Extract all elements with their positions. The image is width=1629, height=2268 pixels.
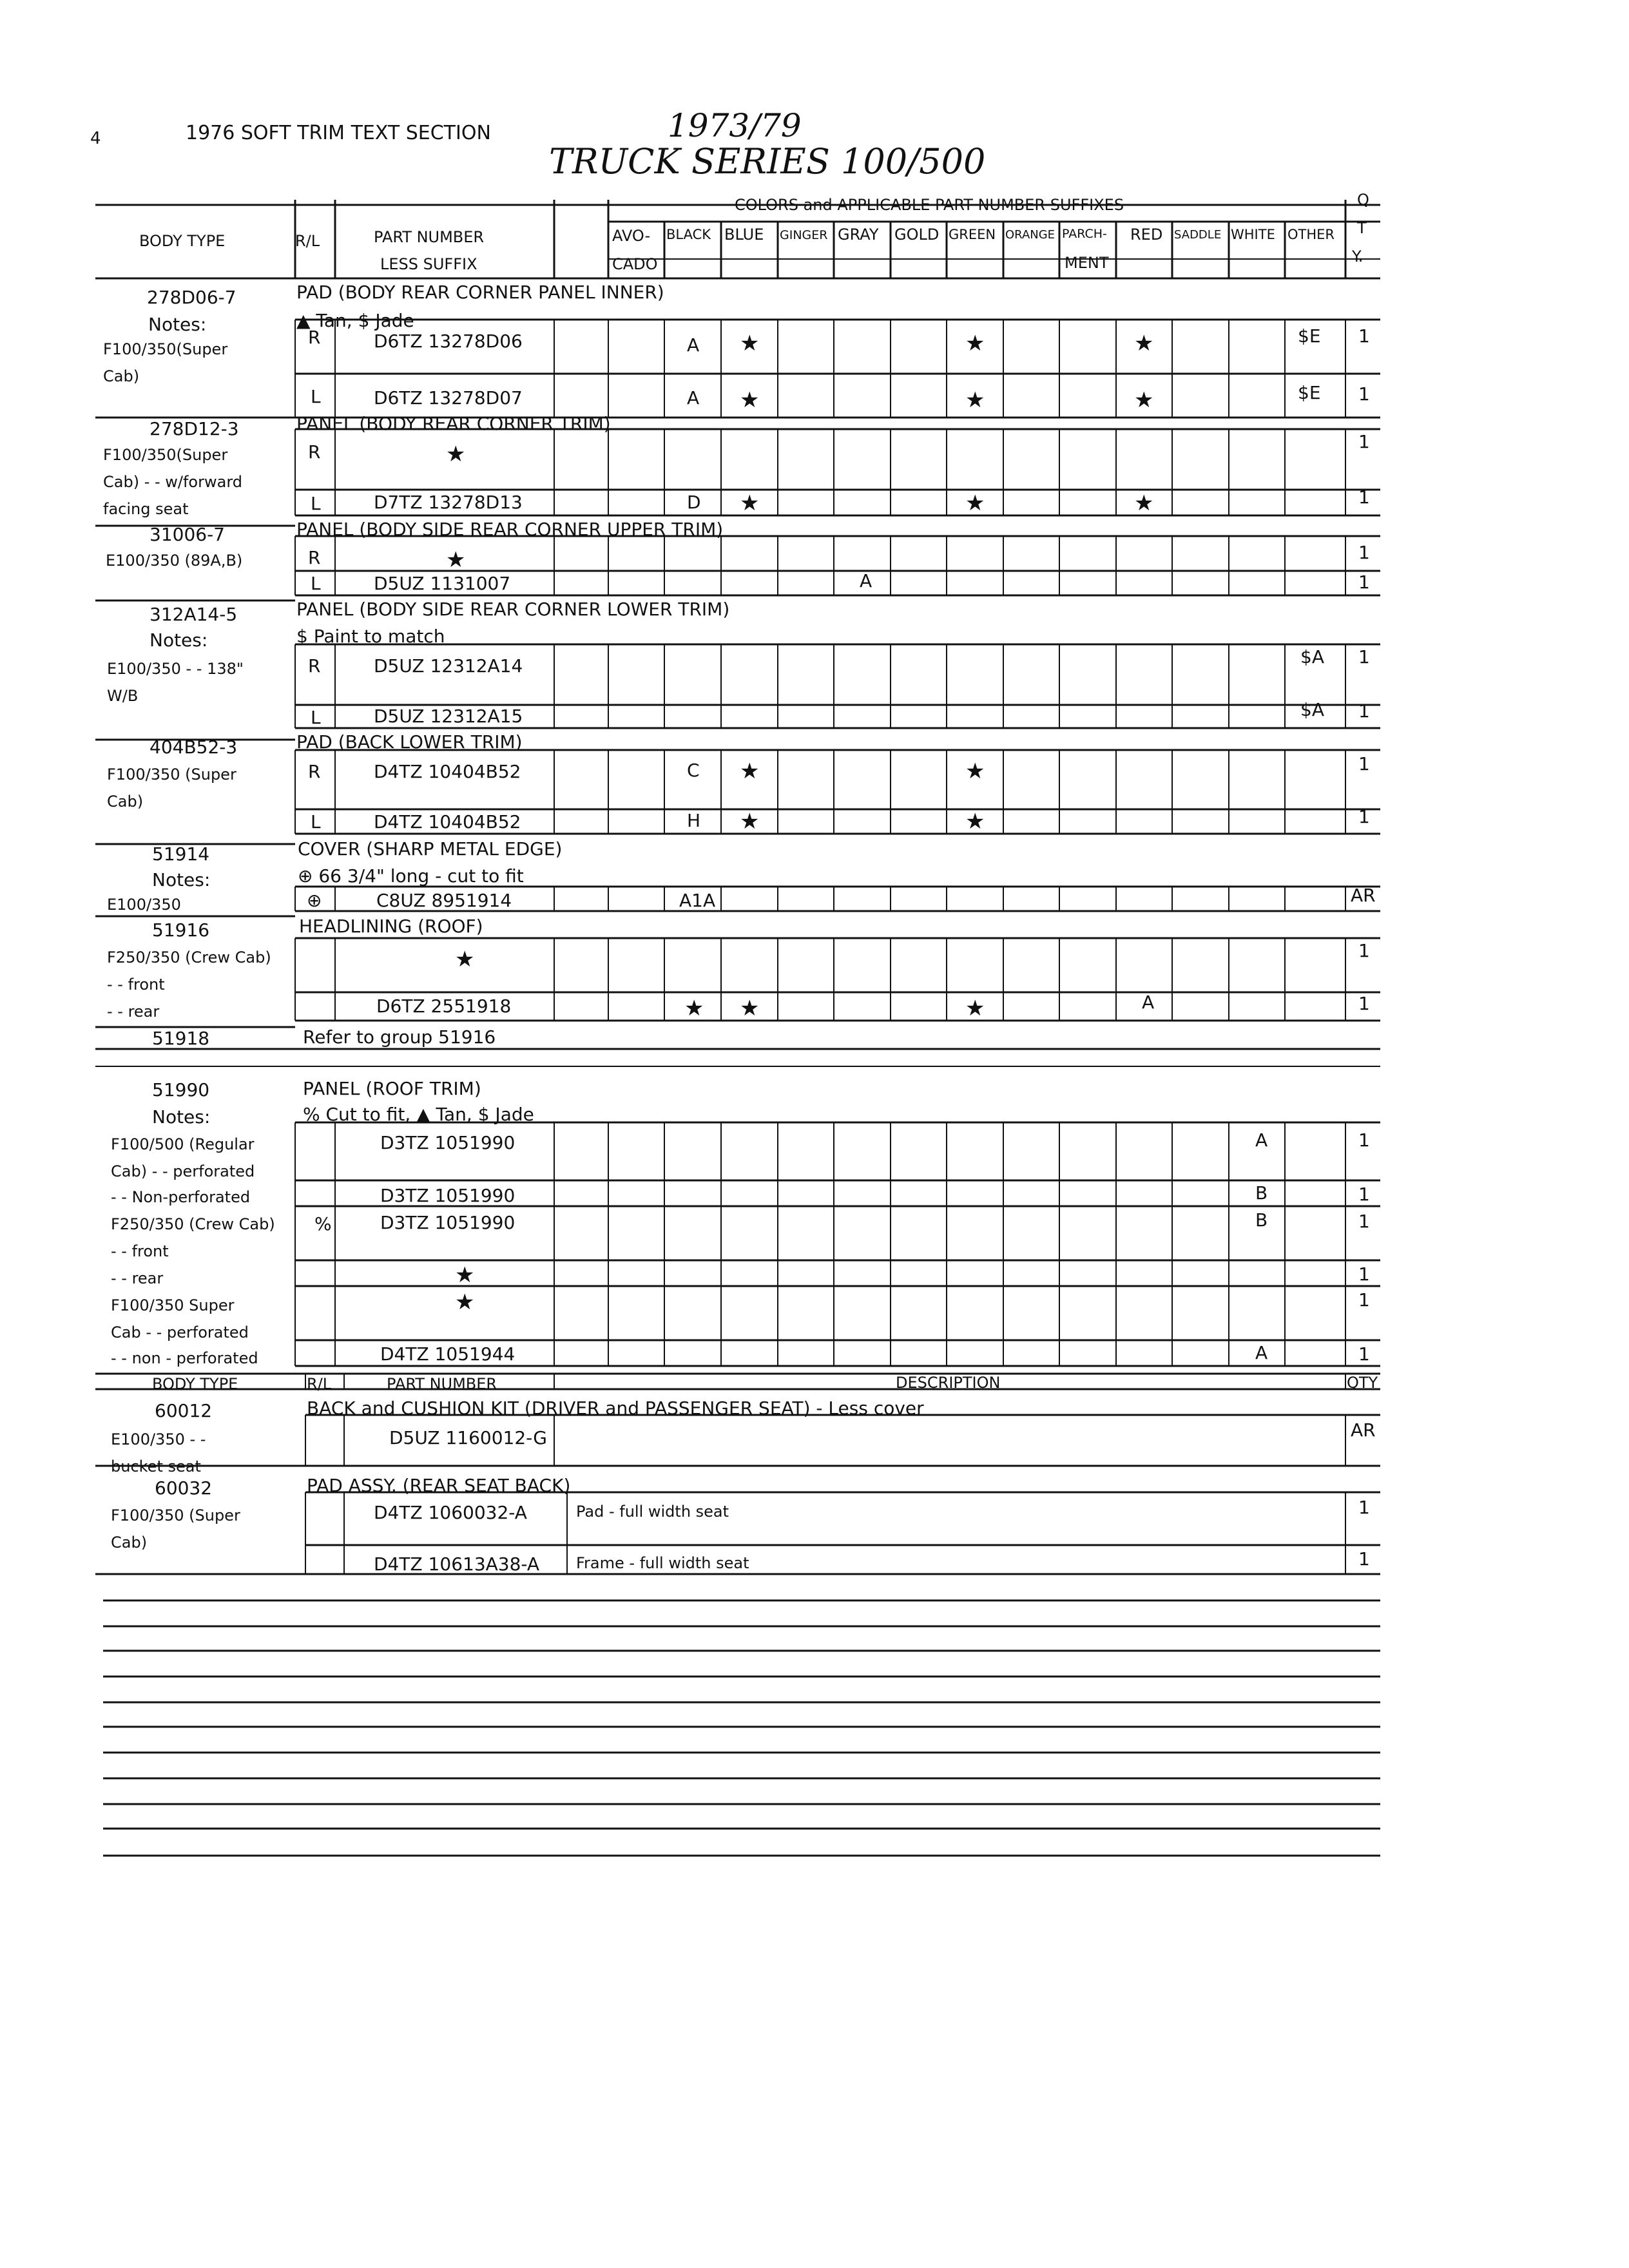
body-type-line: F100/350 Super xyxy=(111,1296,235,1314)
cell-blue-star: ★ xyxy=(740,809,760,834)
row-part-number: D3TZ 1051990 xyxy=(380,1212,516,1233)
cell-qty: 1 xyxy=(1358,1343,1370,1365)
body-type-line: Cab) - - perforated xyxy=(111,1162,255,1180)
row-part-number: D5UZ 1131007 xyxy=(374,573,511,594)
body-type-line: Cab - - perforated xyxy=(111,1323,249,1341)
body-type-line: - - front xyxy=(107,975,165,994)
group-title: COVER (SHARP METAL EDGE) xyxy=(298,838,563,860)
cell-blue-star: ★ xyxy=(740,331,760,356)
cell-green-star: ★ xyxy=(965,387,985,413)
notes-label: Notes: xyxy=(152,1106,211,1128)
color-green: GREEN xyxy=(949,227,996,242)
group-title: PANEL (BODY SIDE REAR CORNER UPPER TRIM) xyxy=(296,519,724,540)
color-black: BLACK xyxy=(666,227,711,242)
group-code: 312A14-5 xyxy=(149,604,238,625)
cell-blue-star: ★ xyxy=(740,387,760,413)
color-red: RED xyxy=(1130,226,1163,244)
row-part-number: D7TZ 13278D13 xyxy=(374,492,523,513)
notes-text: % Cut to fit, ▲ Tan, $ Jade xyxy=(303,1104,534,1125)
head-colors-title: COLORS and APPLICABLE PART NUMBER SUFFIXES xyxy=(735,196,1124,214)
row-rl: L xyxy=(311,386,321,407)
row-part-number: D4TZ 1060032-A xyxy=(374,1502,527,1523)
cell-black: C xyxy=(687,760,700,781)
row-part-number: D3TZ 1051990 xyxy=(380,1132,516,1153)
cell-qty: 1 xyxy=(1358,1129,1370,1151)
cell-qty: 1 xyxy=(1358,431,1370,452)
cell-gray: A xyxy=(860,570,872,591)
cell-other: $A xyxy=(1300,699,1324,720)
body-type-line: - - non - perforated xyxy=(111,1349,258,1367)
row-part-star: ★ xyxy=(446,547,466,573)
group-title: PAD (BODY REAR CORNER PANEL INNER) xyxy=(296,282,664,303)
color-parchment-2: MENT xyxy=(1065,254,1109,272)
row-rl: L xyxy=(311,811,321,832)
cell-qty: 1 xyxy=(1358,383,1370,405)
group-title: PANEL (ROOF TRIM) xyxy=(303,1078,481,1099)
cell-green-star: ★ xyxy=(965,995,985,1021)
desc-head-rl: R/L xyxy=(307,1375,332,1393)
color-avocado-2: CADO xyxy=(612,255,658,273)
cell-red-star: ★ xyxy=(1134,331,1154,356)
cell-white: A xyxy=(1255,1129,1268,1151)
color-gold: GOLD xyxy=(894,226,940,244)
row-rl: ⊕ xyxy=(307,890,322,911)
group-code: 51914 xyxy=(152,843,210,865)
cell-green-star: ★ xyxy=(965,490,985,516)
color-blue: BLUE xyxy=(724,226,764,244)
head-rl: R/L xyxy=(295,232,320,250)
cell-qty: 1 xyxy=(1358,325,1370,347)
color-avocado: AVO- xyxy=(612,227,651,245)
row-part-number: D3TZ 1051990 xyxy=(380,1185,516,1206)
row-rl: % xyxy=(314,1213,332,1235)
group-code: 404B52-3 xyxy=(149,736,238,758)
body-type-line: facing seat xyxy=(103,500,189,518)
group-title: BACK and CUSHION KIT (DRIVER and PASSENGER SEAT) - Less cover xyxy=(307,1398,924,1419)
body-type-line: - - rear xyxy=(111,1269,164,1287)
body-type-line: F100/500 (Regular xyxy=(111,1135,255,1153)
notes-label: Notes: xyxy=(148,314,207,335)
group-code: 51990 xyxy=(152,1079,210,1100)
row-part-number: D5UZ 1160012-G xyxy=(389,1427,547,1448)
color-orange: ORANGE xyxy=(1005,228,1055,242)
group-title: HEADLINING (ROOF) xyxy=(299,916,483,937)
cell-qty: 1 xyxy=(1358,700,1370,722)
cell-other: $E xyxy=(1298,325,1321,347)
body-type-line: F100/350(Super xyxy=(103,446,228,464)
notes-label: Notes: xyxy=(152,869,211,890)
cell-qty: 1 xyxy=(1358,1497,1370,1518)
row-rl: R xyxy=(308,761,321,782)
cell-qty: 1 xyxy=(1358,1264,1370,1285)
cell-black: H xyxy=(687,810,701,831)
body-type-line: E100/350 xyxy=(107,896,181,914)
cell-white: A xyxy=(1255,1342,1268,1363)
group-code: 278D12-3 xyxy=(149,418,239,439)
cell-other: $A xyxy=(1300,646,1324,668)
cell-qty: 1 xyxy=(1358,1184,1370,1205)
cell-white: B xyxy=(1255,1182,1268,1204)
color-gray: GRAY xyxy=(838,226,879,244)
cell-black: D xyxy=(687,492,701,513)
row-rl: R xyxy=(308,547,321,568)
cell-qty: 1 xyxy=(1358,940,1370,961)
cell-black-star: ★ xyxy=(684,995,704,1021)
color-saddle: SADDLE xyxy=(1174,228,1222,242)
row-description: Frame - full width seat xyxy=(576,1554,749,1572)
row-part-number: D6TZ 13278D06 xyxy=(374,331,523,352)
cell-green-star: ★ xyxy=(965,758,985,784)
cell-black: A xyxy=(687,334,700,356)
body-type-line: F250/350 (Crew Cab) xyxy=(111,1215,275,1233)
cell-qty: 1 xyxy=(1358,486,1370,508)
row-part-star: ★ xyxy=(455,947,475,972)
cell-green-star: ★ xyxy=(965,331,985,356)
body-type-line: E100/350 - - xyxy=(111,1430,206,1448)
notes-label: Notes: xyxy=(149,629,208,651)
row-part-star: ★ xyxy=(455,1262,475,1288)
section-title: 1976 SOFT TRIM TEXT SECTION xyxy=(186,122,491,144)
row-rl: R xyxy=(308,441,321,463)
body-type-line: E100/350 - - 138" xyxy=(107,660,244,678)
cell-qty: 1 xyxy=(1358,646,1370,668)
desc-head-qty: QTY xyxy=(1347,1374,1378,1392)
cell-qty: 1 xyxy=(1358,1289,1370,1311)
color-ginger: GINGER xyxy=(780,228,828,242)
cell-blue-star: ★ xyxy=(740,995,760,1021)
body-type-line: F100/350 (Super xyxy=(107,765,236,783)
row-part-number: D4TZ 10404B52 xyxy=(374,811,521,832)
head-qty-t: T xyxy=(1357,219,1367,237)
row-rl: R xyxy=(308,327,321,348)
cell-qty: 1 xyxy=(1358,1548,1370,1570)
body-type-line: F250/350 (Crew Cab) xyxy=(107,948,271,966)
body-type-line: F100/350(Super xyxy=(103,340,228,358)
cell-qty: 1 xyxy=(1358,753,1370,774)
cell-qty: AR xyxy=(1351,885,1376,906)
group-code: 278D06-7 xyxy=(147,287,236,308)
head-qty-q: Q xyxy=(1357,191,1369,209)
body-type-line: - - front xyxy=(111,1242,169,1260)
body-type-line: F100/350 (Super xyxy=(111,1506,240,1524)
desc-head-description: DESCRIPTION xyxy=(896,1374,1001,1392)
cell-white: B xyxy=(1255,1209,1268,1231)
body-type-line: Cab) xyxy=(107,793,144,811)
body-type-line: Cab) xyxy=(111,1533,148,1552)
cell-green-star: ★ xyxy=(965,809,985,834)
head-body-type: BODY TYPE xyxy=(139,232,226,250)
group-title: PANEL (BODY REAR CORNER TRIM) xyxy=(296,413,611,434)
row-rl: R xyxy=(308,655,321,677)
cell-qty: 1 xyxy=(1358,993,1370,1014)
group-code: 60032 xyxy=(155,1477,213,1499)
cell-qty: 1 xyxy=(1358,1211,1370,1232)
row-rl: L xyxy=(311,573,321,594)
cell-red: A xyxy=(1142,992,1155,1013)
series-title: TRUCK SERIES 100/500 xyxy=(549,141,986,182)
notes-text: ⊕ 66 3/4" long - cut to fit xyxy=(298,865,524,887)
row-part-number: D5UZ 12312A15 xyxy=(374,706,523,727)
cell-black: A1A xyxy=(679,890,716,911)
row-part-number: D4TZ 10404B52 xyxy=(374,761,521,782)
group-code: 60012 xyxy=(155,1400,213,1421)
row-part-number: D4TZ 1051944 xyxy=(380,1343,516,1365)
desc-head-part-number: PART NUMBER xyxy=(387,1375,497,1393)
group-code: 51916 xyxy=(152,919,210,941)
color-parchment: PARCH- xyxy=(1062,227,1107,241)
group-title: PANEL (BODY SIDE REAR CORNER LOWER TRIM) xyxy=(296,599,730,620)
cell-qty: 1 xyxy=(1358,806,1370,827)
cell-qty: 1 xyxy=(1358,542,1370,563)
color-white: WHITE xyxy=(1231,227,1275,242)
body-type-line: - - Non-perforated xyxy=(111,1188,251,1206)
body-type-line: - - rear xyxy=(107,1003,160,1021)
row-part-number: D6TZ 2551918 xyxy=(376,995,512,1017)
desc-head-body-type: BODY TYPE xyxy=(152,1375,238,1393)
body-type-line: E100/350 (89A,B) xyxy=(106,552,243,570)
row-rl: L xyxy=(311,493,321,514)
cell-blue-star: ★ xyxy=(740,490,760,516)
head-qty-y: Y. xyxy=(1352,247,1364,265)
cell-other: $E xyxy=(1298,382,1321,403)
page-number: 4 xyxy=(90,129,101,148)
group-title: PAD (BACK LOWER TRIM) xyxy=(296,731,523,753)
row-part-number: D6TZ 13278D07 xyxy=(374,387,523,408)
row-part-number: C8UZ 8951914 xyxy=(376,890,512,911)
years-title: 1973/79 xyxy=(668,107,802,144)
body-type-line: W/B xyxy=(107,687,139,705)
row-part-star: ★ xyxy=(446,441,466,467)
cell-red-star: ★ xyxy=(1134,490,1154,516)
group-title: PAD ASSY. (REAR SEAT BACK) xyxy=(307,1475,571,1496)
cell-qty: 1 xyxy=(1358,572,1370,593)
cell-blue-star: ★ xyxy=(740,758,760,784)
cell-black: A xyxy=(687,387,700,408)
group-title: Refer to group 51916 xyxy=(303,1026,496,1048)
body-type-line: Cab) xyxy=(103,367,140,385)
row-part-number: D5UZ 12312A14 xyxy=(374,655,523,677)
notes-text: $ Paint to match xyxy=(296,626,445,647)
cell-qty: AR xyxy=(1351,1419,1376,1441)
row-part-star: ★ xyxy=(455,1289,475,1315)
body-type-line: Cab) - - w/forward xyxy=(103,473,242,491)
cell-red-star: ★ xyxy=(1134,387,1154,413)
color-other: OTHER xyxy=(1287,227,1335,242)
row-description: Pad - full width seat xyxy=(576,1503,729,1521)
row-rl: L xyxy=(311,707,321,728)
head-part-number: PART NUMBER xyxy=(374,228,485,246)
notes-text: ▲ Tan, $ Jade xyxy=(296,310,414,331)
group-code: 51918 xyxy=(152,1028,210,1049)
head-less-suffix: LESS SUFFIX xyxy=(380,255,477,273)
group-code: 31006-7 xyxy=(149,524,225,545)
body-type-line: bucket seat xyxy=(111,1457,201,1475)
row-part-number: D4TZ 10613A38-A xyxy=(374,1553,540,1575)
